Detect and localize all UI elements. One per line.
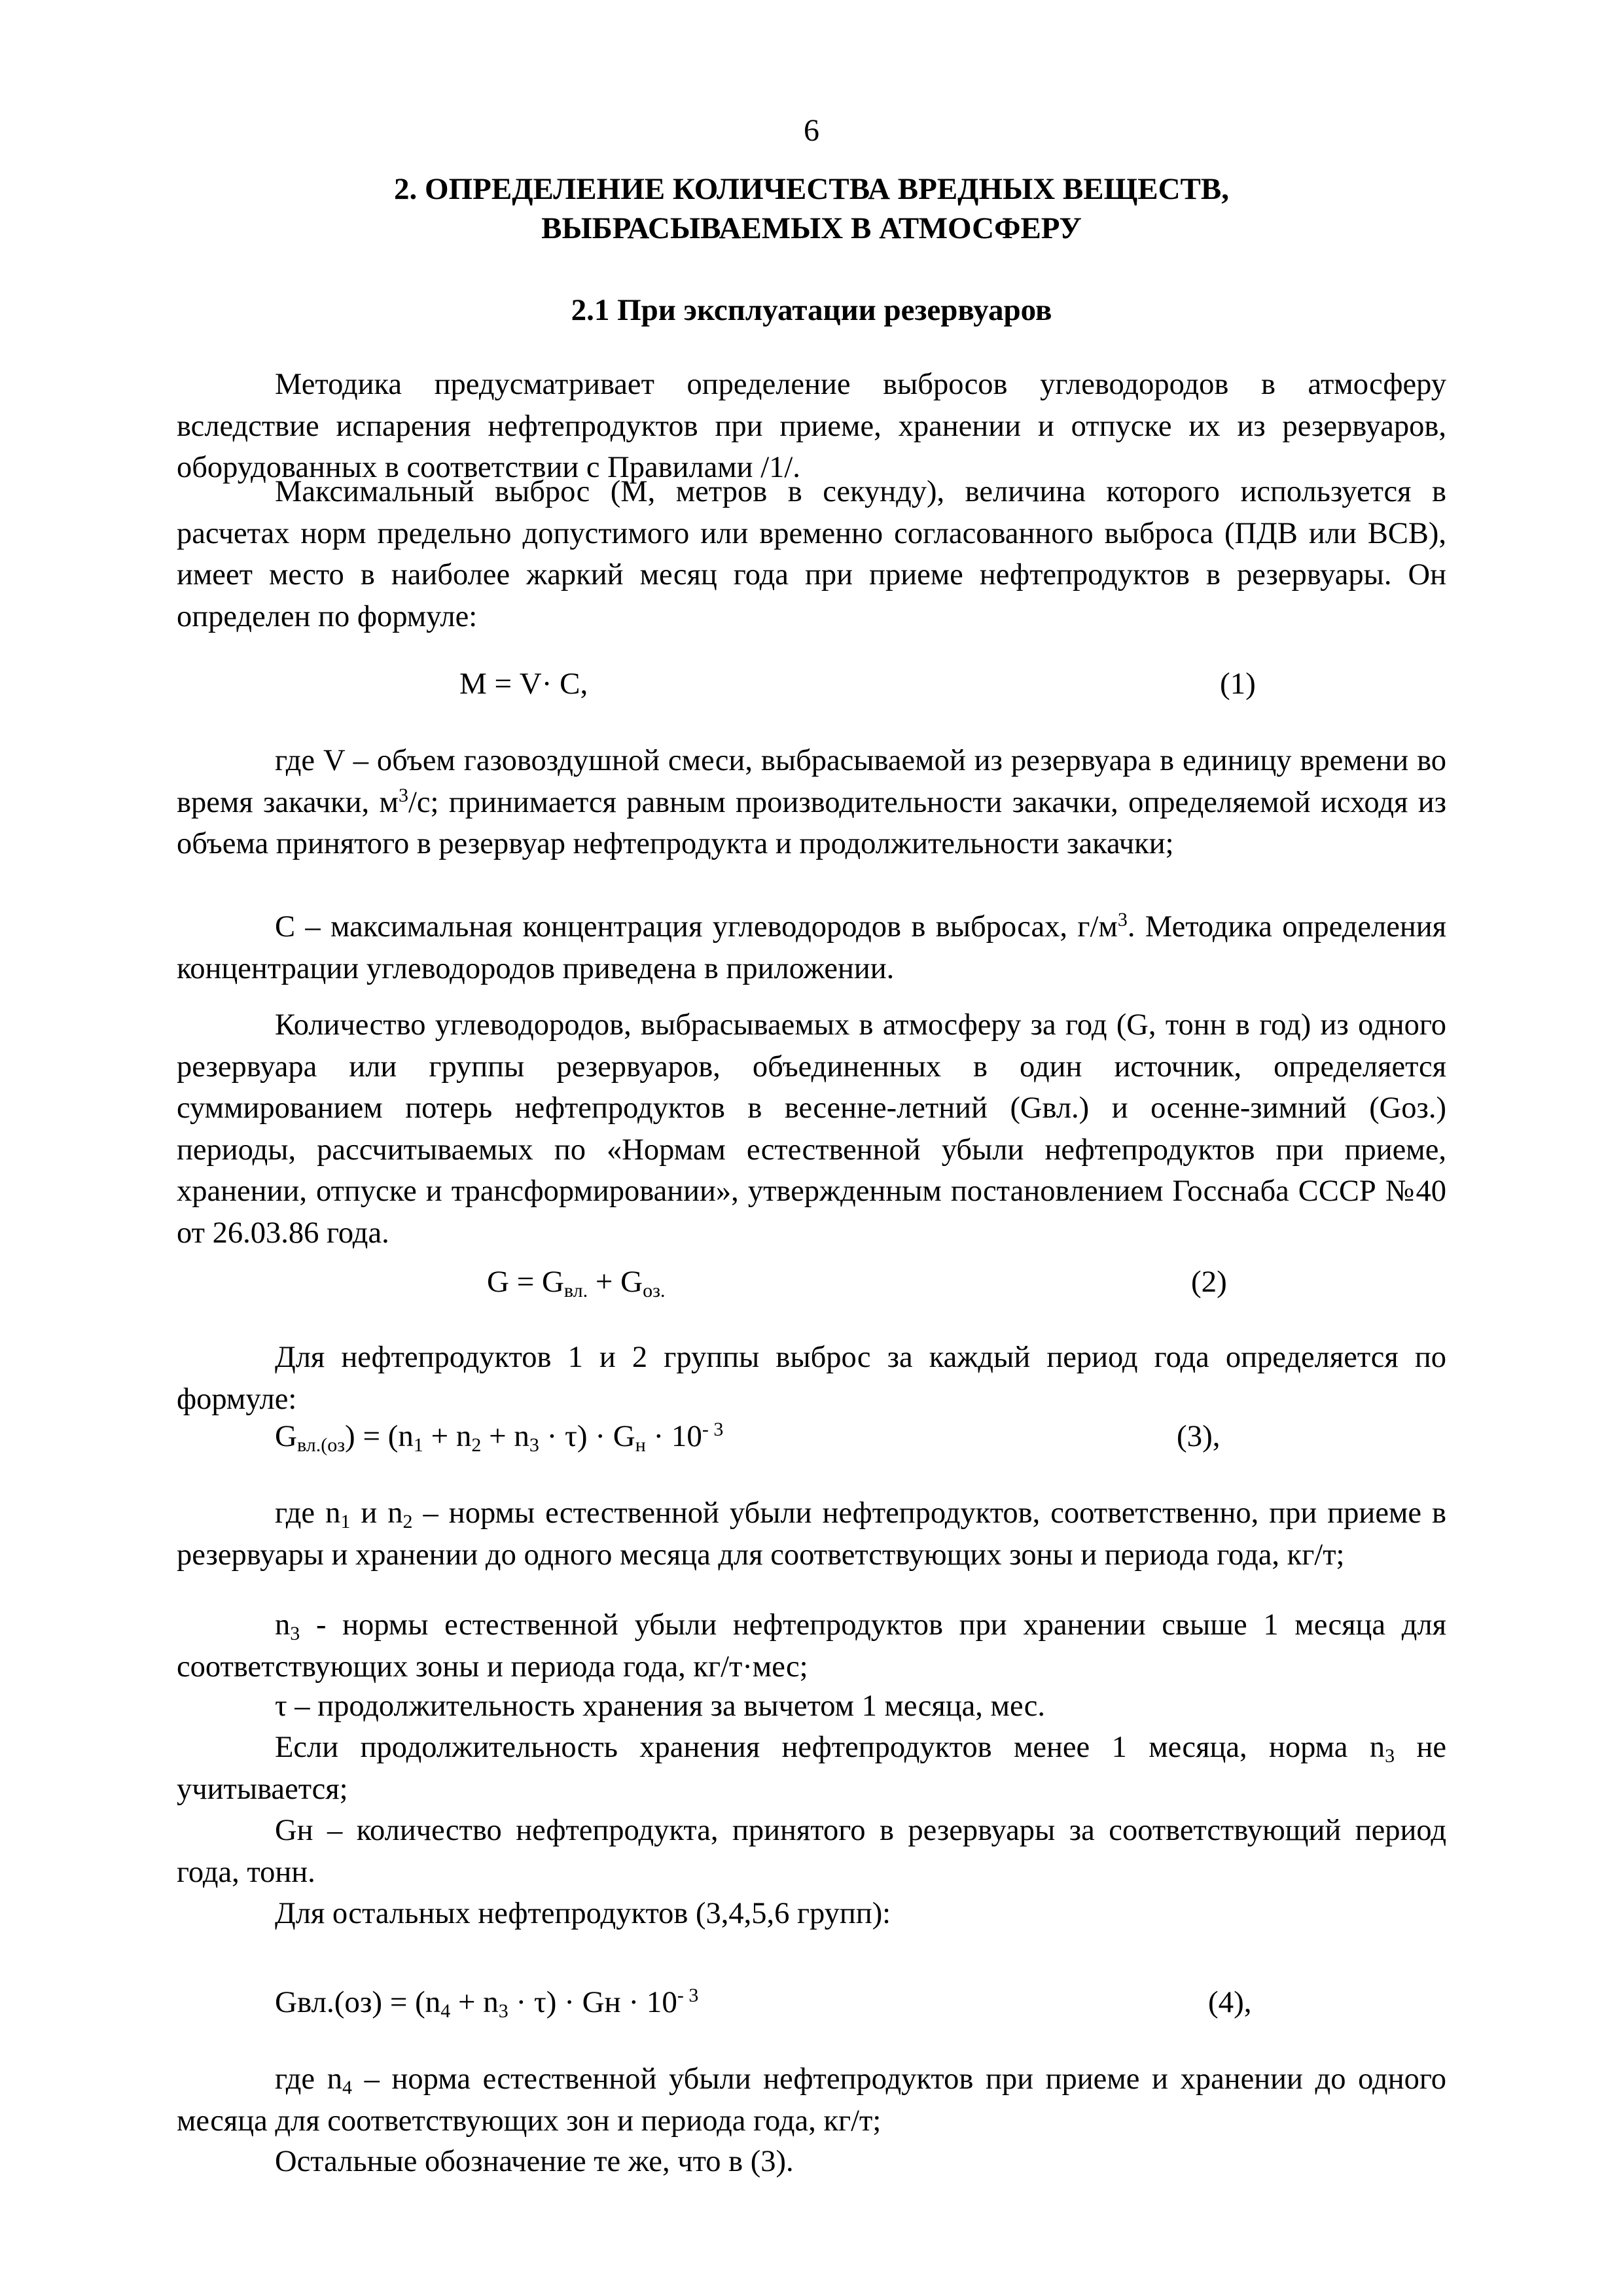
paragraph-where-n4 xyxy=(177,2058,1446,2142)
sub-oz-paren: оз xyxy=(327,1434,346,1456)
formula-3-plus3: + n xyxy=(481,1419,529,1453)
exponent: - 3 xyxy=(702,1419,724,1440)
if-less-text-cont: не учитывается; xyxy=(177,1731,1446,1806)
paragraph-n3 xyxy=(177,1604,1446,1687)
paragraph-tau: τ – продолжительность хранения за вычетом 1 месяца, мес. xyxy=(275,1689,1046,1723)
formula-1-number: (1) xyxy=(1220,667,1256,701)
formula-4-plus: + n xyxy=(450,1985,499,2019)
formula-2-left: G = G xyxy=(487,1265,564,1299)
paragraph-max-emission: Максимальный выброс (М, метров в секунду), величина которого используется в расчетах норм предельно допустимого или временно согласованного выброса (ПДВ или ВСВ), имеет место в наиболее жаркий месяц года при приеме нефтепродуктов в резервуары. Он определен по формуле: xyxy=(177,475,1446,633)
where-n4-text: где n xyxy=(275,2062,342,2096)
section-heading-line2: ВЫБРАСЫВАЕМЫХ В АТМОСФЕРУ xyxy=(541,211,1082,245)
sub-vl: вл. xyxy=(563,1280,588,1301)
formula-4-tau: · τ) · Gн · 10 xyxy=(508,1985,677,2019)
formula-2-number: (2) xyxy=(1191,1265,1227,1299)
formula-3 xyxy=(275,1419,723,1454)
page-number: 6 xyxy=(804,113,819,148)
sub-four: 4 xyxy=(342,2077,352,2098)
cubic-superscript: 3 xyxy=(1117,909,1128,930)
section-heading-line1: 2. ОПРЕДЕЛЕНИЕ КОЛИЧЕСТВА ВРЕДНЫХ ВЕЩЕСТВ, xyxy=(394,172,1229,206)
formula-3-g: G xyxy=(275,1419,297,1453)
formula-3-close: ) = (n xyxy=(345,1419,414,1453)
exponent: - 3 xyxy=(677,1985,699,2006)
formula-3-number: (3), xyxy=(1177,1419,1221,1453)
paragraph-where-n1-n2 xyxy=(177,1492,1446,1576)
where-c-text: С – максимальная концентрация углеводородов в выбросах, г/м xyxy=(275,910,1118,944)
if-less-text: Если продолжительность хранения нефтепродуктов менее 1 месяца, норма n xyxy=(275,1731,1385,1764)
paragraph-other-groups: Для остальных нефтепродуктов (3,4,5,6 групп): xyxy=(275,1897,891,1930)
sub-two: 2 xyxy=(471,1434,482,1456)
sub-three: 3 xyxy=(1385,1745,1395,1767)
formula-3-plus2: + n xyxy=(423,1419,472,1453)
formula-2 xyxy=(487,1264,665,1299)
paragraph-where-v xyxy=(177,740,1446,865)
sub-vl-paren: вл.( xyxy=(296,1434,328,1456)
where-n4-text-cont: – норма естественной убыли нефтепродуктов при приеме и хранении до одного месяца для соответствующих зон и периода года, кг/т; xyxy=(177,2062,1446,2138)
sub-three: 3 xyxy=(290,1623,300,1644)
formula-4-left: Gвл.(оз) = (n xyxy=(275,1985,441,2019)
formula-1: М = V· С, xyxy=(459,667,588,701)
formula-4-number: (4), xyxy=(1208,1985,1252,2019)
paragraph-intro: Методика предусматривает определение выбросов углеводородов в атмосферу вследствие испарения нефтепродуктов при приеме, хранении и отпуске их из резервуаров, оборудованных в соответствии с Правилами /1/. xyxy=(177,368,1446,484)
paragraph-where-c xyxy=(177,906,1446,989)
sub-three: 3 xyxy=(498,2000,508,2022)
formula-3-mult: · 10 xyxy=(645,1419,702,1453)
paragraph-gn: Gн – количество нефтепродукта, принятого в резервуары за соответствующий период года, тонн. xyxy=(177,1814,1446,1889)
sub-oz: оз. xyxy=(643,1280,666,1301)
where-n1-n2-cont: – нормы естественной убыли нефтепродуктов, соответственно, при приеме в резервуары и хранении до одного месяца для соответствующих зоны и периода года, кг/т; xyxy=(177,1496,1446,1572)
paragraph-annual-amount: Количество углеводородов, выбрасываемых в атмосферу за год (G, тонн в год) из одного резервуара или группы резервуаров, объединенных в один источник, определяется суммированием потерь нефтепродуктов в весенне-летний (Gвл.) и осенне-зимний (Gоз.) периоды, рассчитываемых по «Нормам естественной убыли нефтепродуктов при приеме, хранении, отпуске и трансформировании», утвержденным постановлением Госснаба СССР №40 от 26.03.86 года. xyxy=(177,1008,1446,1250)
sub-one: 1 xyxy=(413,1434,423,1456)
where-n1-text: где n xyxy=(275,1496,341,1530)
sub-three: 3 xyxy=(529,1434,539,1456)
where-v-text-cont: /с; принимается равным производительности закачки, определяемой исходя из объема принятого в резервуар нефтепродукта и продолжительности закачки; xyxy=(177,785,1447,860)
paragraph-if-less xyxy=(177,1727,1446,1810)
sub-four: 4 xyxy=(440,2000,451,2022)
where-v-text: где V – объем газовоздушной смеси, выбрасываемой из резервуара в единицу времени во время закачки, м xyxy=(177,744,1446,819)
formula-3-tau: · τ) · G xyxy=(539,1419,635,1453)
formula-4 xyxy=(275,1985,698,2020)
n3-text: n xyxy=(275,1608,291,1642)
cubic-superscript: 3 xyxy=(398,784,408,806)
subsection-heading: 2.1 При эксплуатации резервуаров xyxy=(571,293,1052,327)
n3-text-cont: - нормы естественной убыли нефтепродуктов при хранении свыше 1 месяца для соответствующих зоны и периода года, кг/т·мес; xyxy=(177,1608,1446,1684)
sub-one: 1 xyxy=(340,1511,351,1532)
paragraph-groups-1-2: Для нефтепродуктов 1 и 2 группы выброс за каждый период года определяется по формуле: xyxy=(177,1341,1446,1416)
sub-two: 2 xyxy=(402,1511,413,1532)
where-n2-text: и n xyxy=(350,1496,403,1530)
where-c-text-cont: . Методика определения концентрации углеводородов приведена в приложении. xyxy=(177,910,1446,985)
paragraph-other-notation: Остальные обозначение те же, что в (3). xyxy=(275,2145,794,2178)
sub-n: н xyxy=(635,1434,646,1456)
formula-2-plus: + G xyxy=(588,1265,643,1299)
